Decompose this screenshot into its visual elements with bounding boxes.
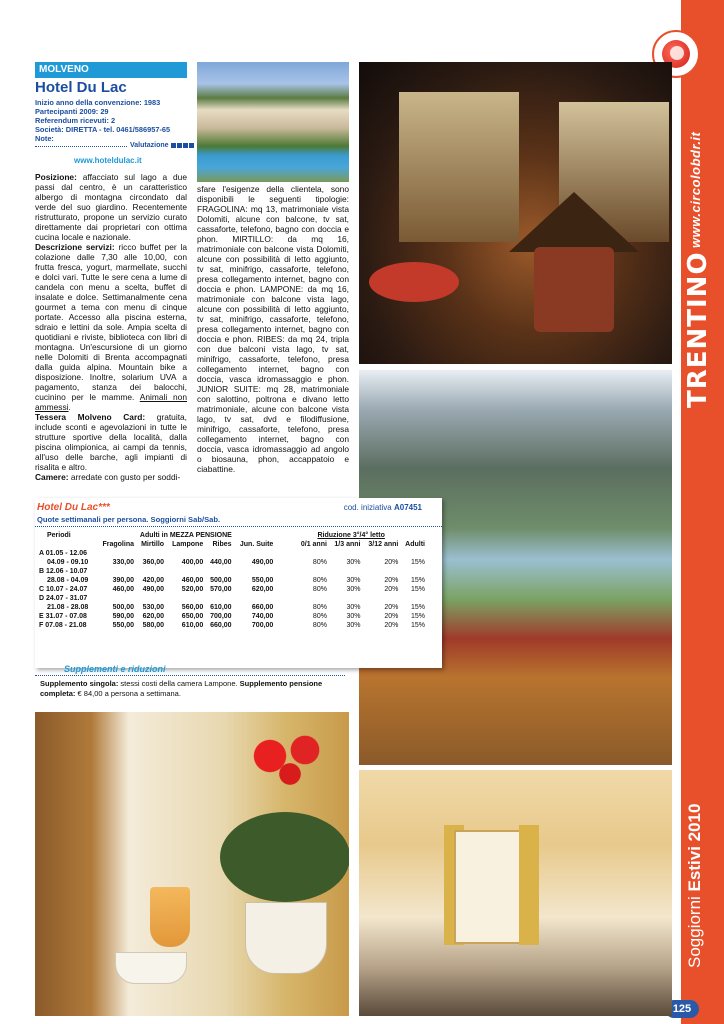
price-table: Periodi Adulti in MEZZA PENSIONE Riduzione 3°/4° letto Fragolina Mirtillo Lampone Ribes Jun. Suite 0/1 anni 1/3 anni 3/12 anni Adulti A 01.05 - 12.06 04.09 - 09.10 330,00 360,00 400,00 440,00 490,00 80% 30% 20% 15% B 12.06 - 10.07 28.08 - 04.09 390,00 420,00 460,00 500,00 550,00 80% 30% 20% 15% C 10.07 - 24.07 460,00 490,00 520,00 570,00 620,00 80% 30% 20% 15% D 24.07 - 31.07 21.08 - 28.08 500,00 530,00 560,00 610,00 660,00 80% 30% 20% 15% E 31.07 - 07.08 590,00 620,00 650,00 700,00 740,00 80% 30% 20% 15% F 07.08 - 21.08 550,00 580,00 610,00 660,00 700,00 80% 30% 20% 15%	[39, 532, 425, 629]
description-col2: sfare l'esigenze della clientela, sono disponibili le seguenti tipologie: FRAGOLINA: mq 13, matrimoniale vista Dolomiti, alcune con balcone, tv sat, cassaforte, telefono, bagno con doccia e phon. MIRTILLO: da mq 16, matrimoniale con balcone vista Dolomiti, alcune con possibilità di letto aggiunto, tv sat, minifrigo, cassaforte, telefono, presa collegamento internet, bagno con doccia e phon. LAMPONE: da mq 16, matrimoniale con balcone vista lago, alcune con possibilità di letto aggiunto, tv sat, minifrigo, cassaforte, telefono, presa collegamento internet, bagno con doccia e phon. RIBES: da mq 24, tripla con due balconi vista lago, tv sat, minifrigo, cassaforte, telefono, presa collegamento internet, bagno con doccia, vasca idromassaggio e phon. JUNIOR SUITE: mq 28, matrimoniale con salottino, poltrona e divano letto matrimoniale, alcune con balcone vista lago, tv sat, dvd e filodiffusione, minifrigo, cassaforte, telefono, presa collegamento internet, bagno con doccia, vasca idromassaggio ad angolo o biosauna, phon, accappatoio e ciabattine.	[197, 184, 349, 474]
photo-bedroom	[359, 770, 672, 1016]
price-col-header: 0/1 anni	[300, 541, 327, 548]
supplements-text: Supplemento singola: stessi costi della camera Lampone. Supplemento pensione completa: € 84,00 a persona a settimana.	[40, 679, 323, 698]
sidebar-region: TRENTINO	[683, 251, 713, 408]
description-col1: Posizione: affacciato sul lago a due passi dal centro, è un caratteristico albergo di montagna circondato dal verde del suo giardino. Recentemente ristrutturato, propone un servizio curato direttamente dai proprietari con ottima cucina locale e nazionale. Descrizione servizi: ricco buffet per la colazione dalle 7,30 alle 10,00, con frutta fresca, yogurt, marmellate, succhi e dolci vari. Tutte le sere cena a lume di candela con menu a scelta, buffet di insalate e dolce. Settimanalmente cena gourmet a tema con menu di cinque portate. Accesso alla piscina esterna, sdraio e lettini da sole. Ampia scelta di quotidiani e riviste, biblioteca con libri di montagna. Un'escursione di un giorno nelle Dolomiti di Brenta accompagnati dalla guida alpina. Mountain bike a disposizione. Inoltre, solarium UVA a pagamento, stanza dei balocchi, cucinino per le mamme. Animali non ammessi. Tessera Molveno Card: gratuita, include sconti e agevolazioni in tutte le strutture sportive della località, dalla piscina olimpionica, ai campi da tennis, all'uso delle barche, agli impianti di risalita e altro. Camere: arredate con gusto per soddi-	[35, 172, 188, 482]
price-col-header: Lampone	[172, 541, 204, 548]
photo-hotel-night	[359, 62, 672, 364]
price-table-box	[35, 498, 442, 668]
price-col-header: Jun. Suite	[239, 541, 274, 548]
price-col-header: 1/3 anni	[334, 541, 361, 548]
price-col-header: Adulti	[405, 541, 425, 548]
price-row: E 31.07 - 07.08 590,00 620,00 650,00 700,00 740,00 80% 30% 20% 15%	[39, 613, 425, 620]
price-col-header: Ribes	[212, 541, 232, 548]
supplements-title: Supplementi e riduzioni	[64, 664, 166, 674]
price-row: C 10.07 - 24.07 460,00 490,00 520,00 570,00 620,00 80% 30% 20% 15%	[39, 586, 425, 593]
sidebar-website: www.circolobdr.it	[688, 131, 703, 248]
location-banner: MOLVENO	[35, 62, 187, 78]
price-col-header: Fragolina	[102, 541, 134, 548]
sidebar-season: Soggiorni Estivi 2010	[685, 803, 704, 968]
price-col-header: 3/12 anni	[368, 541, 399, 548]
price-row: F 07.08 - 21.08 550,00 580,00 610,00 660,00 700,00 80% 30% 20% 15%	[39, 622, 425, 629]
price-col-header: Mirtillo	[141, 541, 165, 548]
price-title: Hotel Du Lac***	[37, 502, 110, 513]
hotel-title: Hotel Du Lac	[35, 79, 127, 96]
hotel-info: Inizio anno della convenzione: 1983 Partecipanti 2009: 29 Referendum ricevuti: 2 Società: DIRETTA - tel. 0461/586957-65 Note:	[35, 98, 171, 143]
price-row: B 12.06 - 10.07 28.08 - 04.09 390,00 420,00 460,00 500,00 550,00 80% 30% 20% 15%	[39, 568, 425, 584]
price-row: A 01.05 - 12.06 04.09 - 09.10 330,00 360,00 400,00 440,00 490,00 80% 30% 20% 15%	[39, 550, 425, 566]
photo-hotel-pool	[197, 62, 349, 182]
photo-breakfast-flowers	[35, 712, 349, 1016]
rating: Valutazione	[130, 142, 194, 149]
page-number: 125	[665, 1000, 699, 1018]
hotel-website-link[interactable]: www.hoteldulac.it	[74, 156, 142, 165]
initiative-code: cod. iniziativa A07451	[343, 503, 422, 512]
price-row: D 24.07 - 31.07 21.08 - 28.08 500,00 530,00 560,00 610,00 660,00 80% 30% 20% 15%	[39, 595, 425, 611]
rating-dots	[35, 146, 127, 147]
price-subtitle: Quote settimanali per persona. Soggiorni Sab/Sab.	[37, 515, 221, 524]
